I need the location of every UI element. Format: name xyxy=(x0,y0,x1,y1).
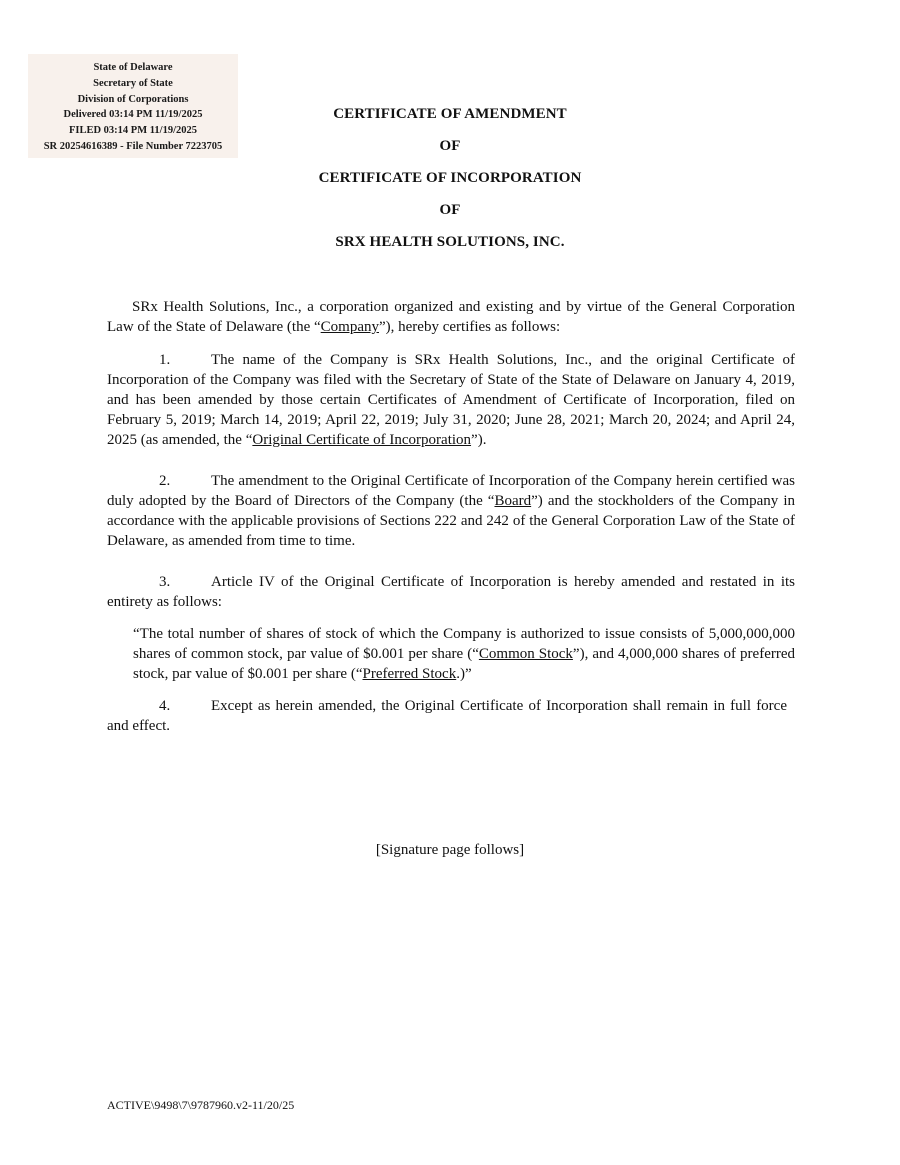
defined-term-preferred-stock: Preferred Stock xyxy=(362,666,457,682)
defined-term-company: Company xyxy=(320,319,379,335)
section-4-paragraph xyxy=(107,696,787,736)
section-3-text: Article IV of the Original Certificate of Incorporation is hereby amended and restated in its entirety as follows: xyxy=(107,574,795,610)
article-iv-quote xyxy=(133,624,795,684)
signature-page-note: [Signature page follows] xyxy=(375,842,525,858)
defined-term-common-stock: Common Stock xyxy=(478,646,573,662)
section-1-paragraph xyxy=(107,350,795,450)
stamp-line-filed: FILED 03:14 PM 11/19/2025 xyxy=(68,125,198,137)
section-4-text: Except as herein amended, the Original Certificate of Incorporation shall remain in full force and effect. xyxy=(107,698,787,734)
document-title-line-1: CERTIFICATE OF AMENDMENT xyxy=(333,106,567,122)
intro-text-b: ”), hereby certifies as follows: xyxy=(379,319,561,335)
section-1-text-a: The name of the Company is SRx Health Solutions, Inc., and the original Certificate of Incorporation of the Company was filed with the Secretary of State of the State of Delaware on January 4, 2019, and has been amended by those certain Certificates of Amendment of Certificate of Incorporation, filed on February 5, 2019; March 14, 2019; April 22, 2019; July 31, 2020; June 28, 2021; March 20, 2024; and April 24, 2025 (as amended, the “ xyxy=(107,352,795,448)
document-title-line-5: SRX HEALTH SOLUTIONS, INC. xyxy=(335,234,565,250)
section-3-number: 3. xyxy=(159,574,171,590)
defined-term-board: Board xyxy=(494,493,532,509)
document-title-line-4: OF xyxy=(439,202,461,218)
section-2-number: 2. xyxy=(159,473,171,489)
document-title-line-3: CERTIFICATE OF INCORPORATION xyxy=(318,170,582,186)
defined-term-original-certificate: Original Certificate of Incorporation xyxy=(252,432,472,448)
stamp-line-file-number: SR 20254616389 - File Number 7223705 xyxy=(43,140,223,152)
stamp-line-division: Division of Corporations xyxy=(77,93,189,105)
document-title-line-2: OF xyxy=(439,138,461,154)
stamp-line-secretary: Secretary of State xyxy=(93,77,173,89)
quote-text-a: “The total number of shares of stock of which the Company is authorized to issue consists of 5,000,000,000 shares of common stock, par value of $0.001 per share (“ xyxy=(133,626,795,662)
section-1-number: 1. xyxy=(159,352,171,368)
stamp-line-delivered: Delivered 03:14 PM 11/19/2025 xyxy=(63,109,203,121)
section-2-text-a: The amendment to the Original Certificate of Incorporation of the Company herein certified was duly adopted by the Board of Directors of the Company (the “ xyxy=(107,473,795,509)
section-3-paragraph xyxy=(107,572,795,612)
section-1-text-b: ”). xyxy=(471,432,487,448)
section-2-text-b: ”) and the stockholders of the Company in accordance with the applicable provisions of Sections 222 and 242 of the General Corporation Law of the State of Delaware, as amended from time to time. xyxy=(107,493,795,549)
section-2-paragraph xyxy=(107,471,795,551)
document-footer-id: ACTIVE\9498\7\9787960.v2-11/20/25 xyxy=(107,1098,295,1112)
quote-text-b: ”), and 4,000,000 shares of preferred stock, par value of $0.001 per share (“ xyxy=(133,646,795,682)
section-4-number: 4. xyxy=(159,698,171,714)
quote-text-c: .)” xyxy=(456,666,472,682)
intro-text-a: SRx Health Solutions, Inc., a corporation organized and existing and by virtue of the General Corporation Law of the State of Delaware (the “ xyxy=(107,299,795,335)
stamp-line-state: State of Delaware xyxy=(93,62,173,73)
intro-paragraph xyxy=(107,297,795,337)
